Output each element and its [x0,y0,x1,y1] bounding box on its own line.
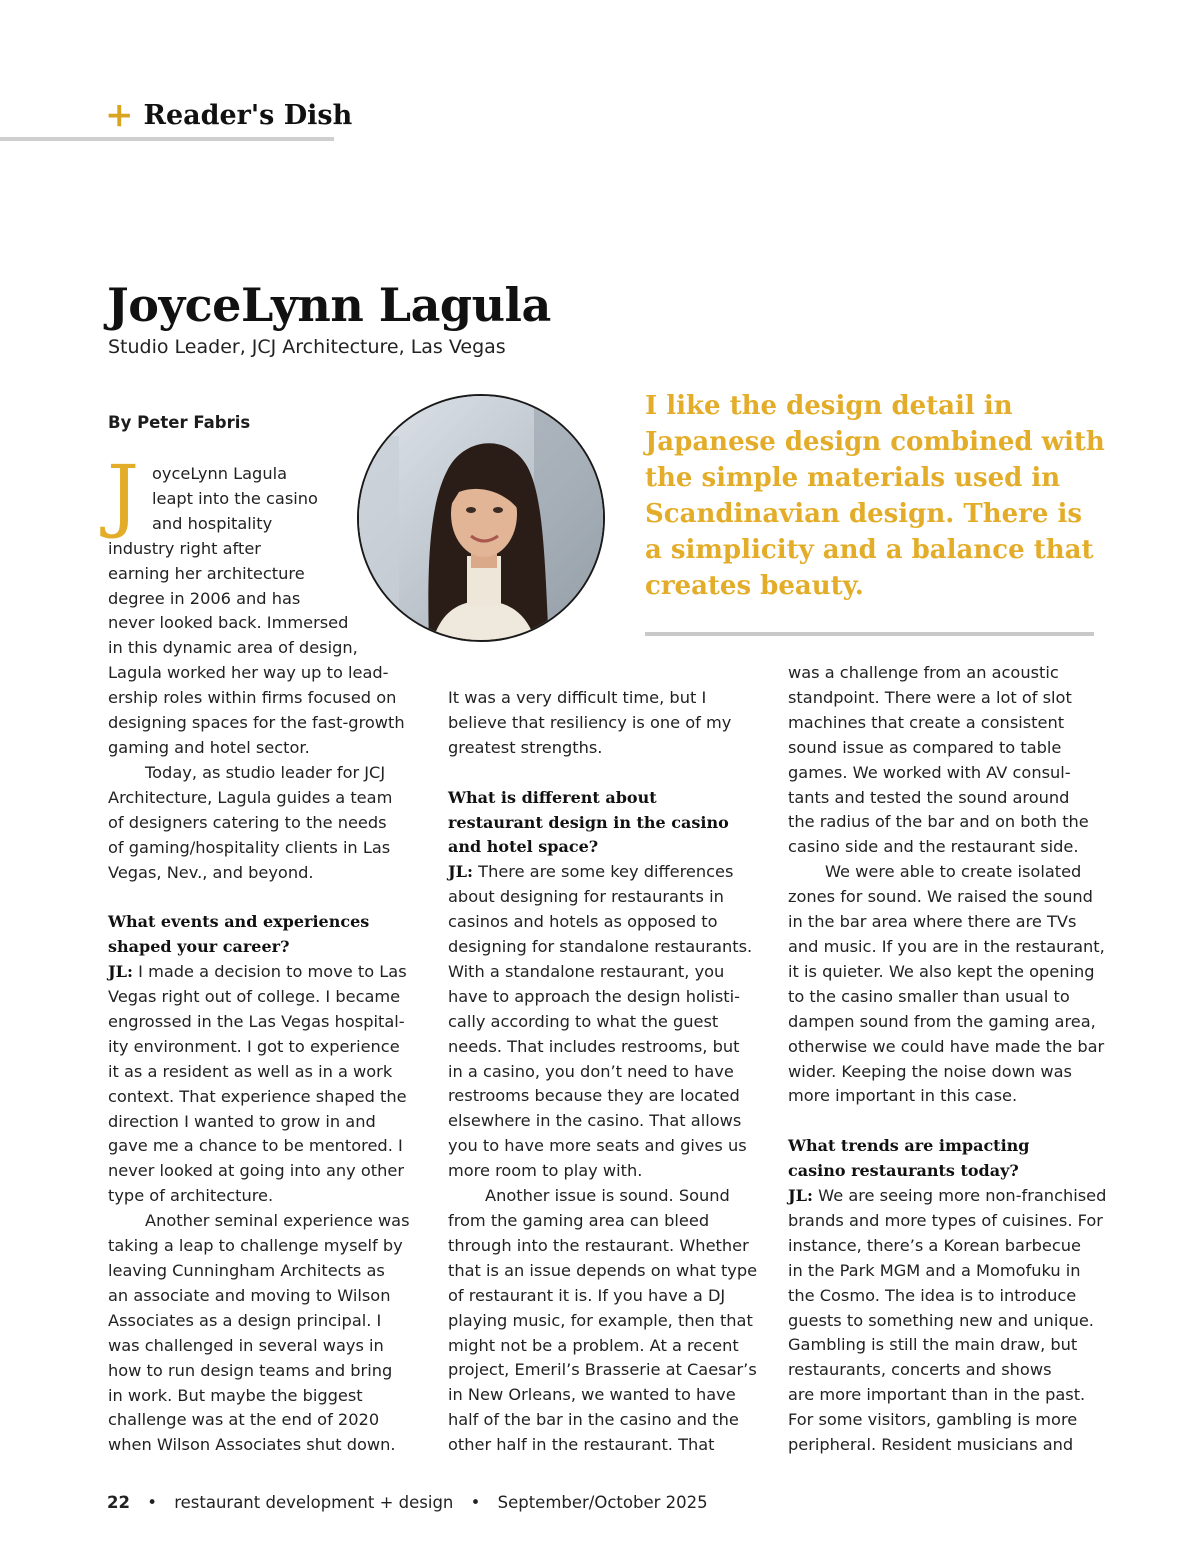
text-line: the Cosmo. The idea is to introduce [788,1285,1077,1305]
question-line: What trends are impacting [788,1136,1030,1156]
text-line: about designing for restaurants in [448,887,724,907]
answer-paragraph [448,860,768,1184]
text-line: taking a leap to challenge myself by [108,1236,403,1256]
text-line: in the bar area where there are TVs [788,912,1077,932]
text-line: casinos and hotels as opposed to [448,912,718,932]
text-line: to the casino smaller than usual to [788,986,1070,1006]
text-line: the radius of the bar and on both the [788,812,1089,832]
plus-icon: + [105,95,134,135]
paragraph [108,761,418,886]
text-line: are more important than in the past. [788,1385,1086,1405]
section-title: Reader's Dish [143,99,353,131]
publication-name: restaurant development + design [174,1493,454,1512]
profile-name: JoyceLynn Lagula [107,278,551,332]
text-line: never looked back. Immersed [108,613,349,633]
question-line: restaurant design in the casino [448,812,729,832]
text-line: other half in the restaurant. That [448,1435,715,1455]
text-line: of gaming/hospitality clients in Las [108,837,391,857]
bullet-separator: • [147,1493,157,1512]
text-line: in New Orleans, we wanted to have [448,1385,736,1405]
section-header [105,95,353,135]
text-line: We are seeing more non-franchised [813,1186,1107,1206]
text-line: was challenged in several ways in [108,1335,384,1355]
pull-quote: I like the design detail in Japanese design combined with the simple materials used in Scandinavian design. There is a simplicity and a balance that creates beauty. [645,391,1105,601]
text-line: Vegas right out of college. I became [108,987,401,1007]
text-line: in a casino, you don’t need to have [448,1061,734,1081]
text-line: more room to play with. [448,1161,643,1181]
text-line: designing spaces for the fast-growth [108,713,405,733]
text-line: With a standalone restaurant, you [448,961,725,981]
text-line: gave me a chance to be mentored. I [108,1136,403,1156]
text-line: restrooms because they are located [448,1086,740,1106]
text-line: in this dynamic area of design, [108,638,358,658]
text-line: challenge was at the end of 2020 [108,1410,380,1430]
question-heading [788,1134,1108,1184]
question-heading [108,910,418,960]
column-1 [108,462,418,1458]
text-line: machines that create a consistent [788,712,1065,732]
text-line: Today, as studio leader for JCJ [145,762,386,782]
paragraph [448,686,768,761]
text-line: tants and tested the sound around [788,787,1070,807]
text-line: greatest strengths. [448,737,603,757]
column-2 [448,686,768,1458]
text-line: it as a resident as well as in a work [108,1061,393,1081]
text-line: Another issue is sound. Sound [485,1186,730,1206]
text-line: cally according to what the guest [448,1011,719,1031]
page-footer [107,1493,708,1512]
text-line: an associate and moving to Wilson [108,1285,391,1305]
text-line: Lagula worked her way up to lead- [108,663,389,683]
question-line: shaped your career? [108,937,290,957]
text-line: believe that resiliency is one of my [448,712,732,732]
text-line: games. We worked with AV consul- [788,762,1071,782]
answer-label: JL: [788,1186,814,1206]
profile-role: Studio Leader, JCJ Architecture, Las Vegas [108,336,506,358]
text-line: from the gaming area can bleed [448,1211,710,1231]
text-line: gaming and hotel sector. [108,737,310,757]
text-line: needs. That includes restrooms, but [448,1036,740,1056]
answer-label: JL: [108,962,134,982]
text-line: that is an issue depends on what type [448,1260,758,1280]
text-line: oyceLynn Lagula [152,464,288,483]
text-line: when Wilson Associates shut down. [108,1435,396,1455]
text-line: Associates as a design principal. I [108,1310,382,1330]
text-line: and hospitality [152,513,273,533]
question-line: What is different about [448,787,657,807]
text-line: project, Emeril’s Brasserie at Caesar’s [448,1360,757,1380]
text-line: restaurants, concerts and shows [788,1360,1052,1380]
answer-paragraph [788,1184,1108,1458]
text-line: how to run design teams and bring [108,1360,393,1380]
text-line: ity environment. I got to experience [108,1036,400,1056]
byline: By Peter Fabris [108,413,251,432]
text-line: leaving Cunningham Architects as [108,1260,385,1280]
text-line: in work. But maybe the biggest [108,1385,363,1405]
answer-paragraph [108,960,418,1209]
text-line: elsewhere in the casino. That allows [448,1111,742,1131]
text-line: direction I wanted to grow in and [108,1111,376,1131]
page-number: 22 [107,1493,130,1512]
text-line: have to approach the design holisti- [448,986,740,1006]
text-line: Architecture, Lagula guides a team [108,787,393,807]
text-line: was a challenge from an acoustic [788,663,1059,682]
text-line: type of architecture. [108,1186,274,1206]
text-line: Gambling is still the main draw, but [788,1335,1078,1355]
text-line: leapt into the casino [152,488,318,508]
text-line: Another seminal experience was [145,1211,410,1231]
text-line: For some visitors, gambling is more [788,1410,1078,1430]
text-line: never looked at going into any other [108,1161,404,1181]
text-line: industry right after [108,538,261,558]
text-line: otherwise we could have made the bar [788,1036,1105,1056]
text-line: It was a very difficult time, but I [448,688,707,707]
drop-cap: J [107,448,140,541]
text-line: earning her architecture [108,563,305,583]
text-line: through into the restaurant. Whether [448,1235,749,1255]
text-line: it is quieter. We also kept the opening [788,961,1095,981]
text-line: context. That experience shaped the [108,1086,407,1106]
text-line: guests to something new and unique. [788,1310,1094,1330]
paragraph [788,860,1108,1109]
paragraph [448,1184,768,1458]
text-line: I made a decision to move to Las [133,962,407,982]
text-line: degree in 2006 and has [108,588,301,608]
text-line: engrossed in the Las Vegas hospital- [108,1011,405,1031]
text-line: peripheral. Resident musicians and [788,1435,1074,1455]
text-line: you to have more seats and gives us [448,1136,747,1156]
text-line: might not be a problem. At a recent [448,1335,739,1355]
text-line: casino side and the restaurant side. [788,837,1079,857]
paragraph [788,661,1108,860]
paragraph [108,1209,418,1458]
text-line: There are some key differences [473,862,734,882]
text-line: We were able to create isolated [825,862,1082,882]
text-line: of restaurant it is. If you have a DJ [448,1285,726,1305]
text-line: wider. Keeping the noise down was [788,1061,1072,1081]
text-line: Vegas, Nev., and beyond. [108,862,314,882]
text-line: and music. If you are in the restaurant, [788,936,1105,956]
answer-label: JL: [448,862,474,882]
intro-paragraph [108,462,418,761]
text-line: instance, there’s a Korean barbecue [788,1235,1081,1255]
column-3 [788,661,1108,1458]
section-rule [0,137,334,141]
text-line: brands and more types of cuisines. For [788,1210,1103,1230]
text-line: sound issue as compared to table [788,737,1062,757]
question-line: and hotel space? [448,837,599,857]
text-line: playing music, for example, then that [448,1310,753,1330]
text-line: designing for standalone restaurants. [448,937,753,957]
text-line: half of the bar in the casino and the [448,1410,739,1430]
text-line: dampen sound from the gaming area, [788,1011,1096,1031]
issue-date: September/October 2025 [497,1493,708,1512]
pull-quote-rule [645,632,1094,636]
question-line: casino restaurants today? [788,1161,1019,1181]
text-line: more important in this case. [788,1086,1018,1106]
text-line: zones for sound. We raised the sound [788,887,1093,907]
text-line: standpoint. There were a lot of slot [788,687,1072,707]
question-line: What events and experiences [108,912,370,932]
bullet-separator: • [470,1493,481,1512]
question-heading [448,786,768,861]
text-line: of designers catering to the needs [108,812,387,832]
text-line: ership roles within firms focused on [108,688,397,708]
text-line: in the Park MGM and a Momofuku in [788,1260,1081,1280]
